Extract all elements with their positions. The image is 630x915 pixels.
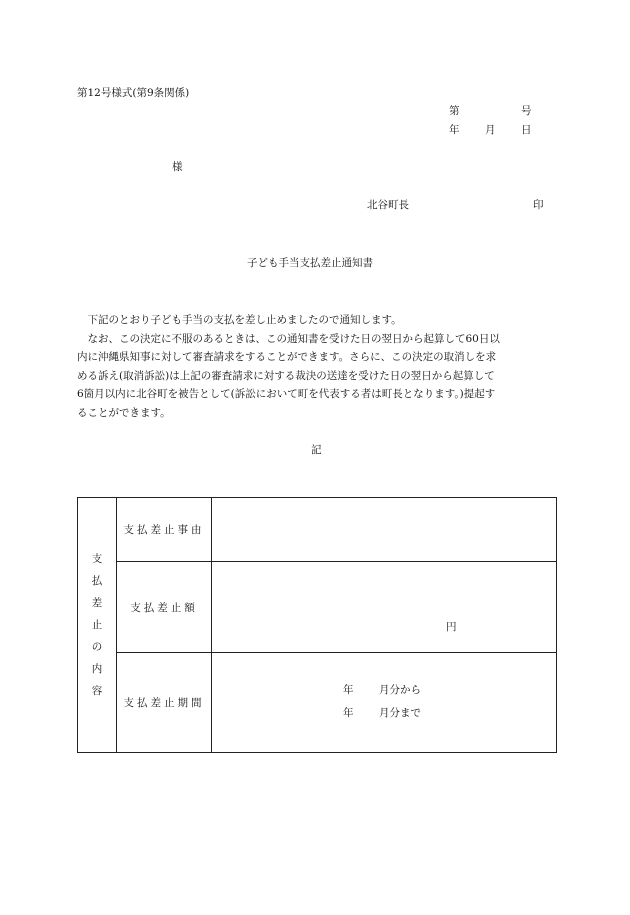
amount-label: 支払差止額: [117, 562, 212, 653]
payment-suspension-table: [77, 497, 557, 753]
issuer-seal: 印: [533, 199, 544, 211]
doc-number-dai: 第: [449, 105, 460, 117]
form-number: 第12号様式(第9条関係): [77, 87, 190, 99]
amount-unit: 円: [446, 621, 457, 633]
side-label-char: の: [91, 641, 103, 653]
recipient-suffix: 様: [172, 161, 183, 173]
body-paragraph-1: 下記のとおり子ども手当の支払を差し止めましたので通知します。: [87, 314, 402, 326]
period-label: 支払差止期間: [117, 653, 212, 753]
side-label-char: 容: [91, 685, 103, 697]
reason-label: 支払差止事由: [117, 498, 212, 562]
document-title: 子ども手当支払差止通知書: [247, 257, 373, 269]
ki-heading: 記: [311, 444, 322, 456]
date-year: 年: [449, 124, 460, 136]
period-from-year: 年: [343, 684, 354, 696]
doc-number-go: 号: [521, 105, 532, 117]
side-label: [78, 498, 117, 753]
amount-value-cell: [212, 562, 557, 653]
body-paragraph-2-line-5: ることができます。: [77, 406, 171, 419]
period-value-cell: [212, 653, 557, 753]
body-paragraph-2-line-3: める訴え(取消訴訟)は上記の審査請求に対する裁決の送達を受けた日の翌日から起算して: [77, 369, 495, 382]
body-text: [77, 311, 557, 423]
body-paragraph-2-line-4: 6箇月以内に北谷町を被告として(訴訟において町を代表する者は町長となります。)提起す: [77, 388, 496, 401]
issuer-title: 北谷町長: [367, 199, 409, 211]
period-to-month: 月分まで: [379, 707, 421, 719]
period-to-year: 年: [343, 707, 354, 719]
period-from-month: 月分から: [379, 684, 421, 696]
body-paragraph-2-line-1: なお、この決定に不服のあるときは、この通知書を受けた日の翌日から起算して60日以: [87, 332, 500, 345]
date-month: 月: [485, 124, 496, 136]
side-label-char: 止: [91, 619, 103, 631]
side-label-char: 払: [91, 575, 103, 587]
reason-value-cell: [212, 498, 557, 562]
side-label-char: 支: [91, 553, 103, 565]
date-day: 日: [521, 124, 532, 136]
side-label-char: 差: [91, 597, 103, 609]
body-paragraph-2-line-2: 内に沖縄県知事に対して審査請求をすることができます。さらに、この決定の取消しを求: [77, 351, 497, 364]
side-label-char: 内: [91, 663, 103, 675]
